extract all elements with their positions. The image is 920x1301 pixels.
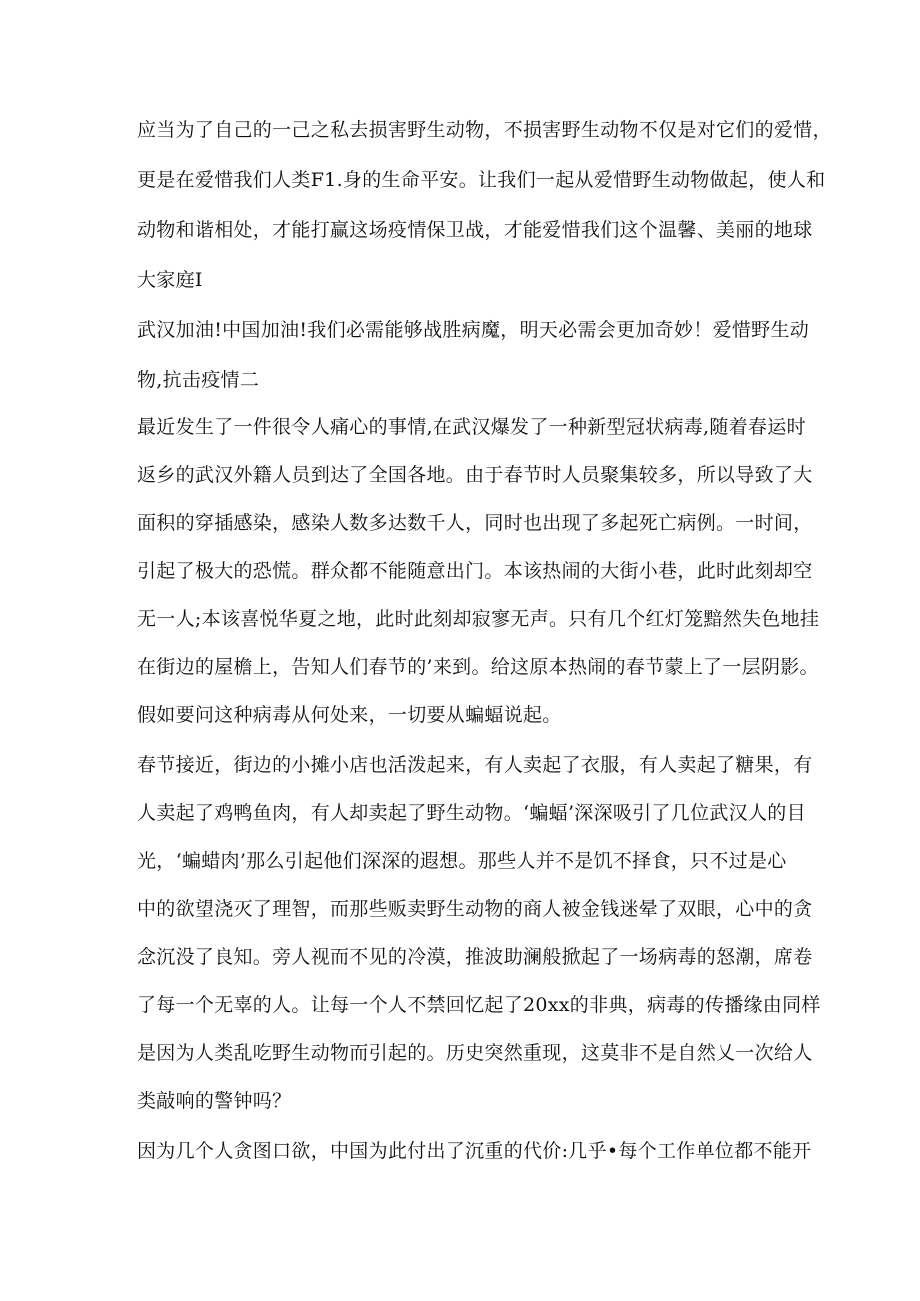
text-line: 物,抗击疫情二: [137, 369, 260, 391]
text-line: 应当为了自己的一己之私去损害野生动物，不损害野生动物不仅是对它们的爱惜，: [137, 119, 832, 141]
text-line: 引起了极大的恐慌。群众都不能随意出门。本该热闹的大街小巷，此时此刻却空: [137, 560, 813, 582]
text-line: 是因为人类乱吃野生动物而引起的。历史突然重现，这莫非不是自然乂一次给人: [137, 1042, 813, 1064]
text-line: 因为几个人贪图口欲，中国为此付出了沉重的代价:几乎•每个工作单位都不能开: [137, 1140, 812, 1162]
text-line: 大家庭I: [137, 269, 203, 291]
text-line: 动物和谐相处，才能打赢这场疫情保卫战，才能爱惜我们这个温馨、美丽的地球: [137, 219, 813, 241]
text-line: 了每一个无辜的人。让每一个人不禁回忆起了20xx的非典，病毒的传播缘由同样: [137, 994, 821, 1016]
text-line: 假如要问这种病毒从何处来，一切要从蝙蝠说起。: [137, 704, 562, 726]
text-line: 念沉没了良知。旁人视而不见的冷漠，推波助澜般掀起了一场病毒的怒潮，席卷: [137, 946, 813, 968]
text-line: 中的欲望浇灭了理智，而那些贩卖野生动物的商人被金钱迷晕了双眼，心中的贪: [137, 898, 813, 920]
text-line: 光，‘蝙蜡肉’那么引起他们深深的遐想。那些人并不是饥不择食，只不过是心: [137, 850, 787, 872]
text-line: 在街边的屋檐上，告知人们春节的’来到。给这原本热闹的春节蒙上了一层阴影。: [137, 656, 819, 678]
text-line: 春节接近，街边的小摊小店也活泼起来，有人卖起了衣服，有人卖起了糖果，有: [137, 754, 813, 776]
text-line: 武汉加油!中国加油!我们必需能够战胜病魔，明天必需会更加奇妙！爱惜野生动: [137, 319, 810, 341]
text-line: 最近发生了一件很令人痛心的事情,在武汉爆发了一种新型冠状病毒,随着春运时: [137, 416, 806, 438]
text-line: 无一人;本该喜悦华夏之地，此时此刻却寂寥无声。只有几个红灯笼黯然失色地挂: [137, 608, 820, 630]
text-line: 更是在爱惜我们人类F1.身的生命平安。让我们一起从爱惜野生动物做起，使人和: [137, 169, 826, 191]
text-line: 面积的穿插感染，感染人数多达数千人，同时也出现了多起死亡病例。一时间，: [137, 512, 813, 534]
text-line: 返乡的武汉外籍人员到达了全国各地。由于春节时人员聚集较多，所以导致了大: [137, 464, 813, 486]
text-line: 类敲响的警钟吗？: [137, 1090, 292, 1112]
text-line: 人卖起了鸡鸭鱼肉，有人却卖起了野生动物。‘蝙蝠’深深吸引了几位武汉人的目: [137, 802, 806, 824]
